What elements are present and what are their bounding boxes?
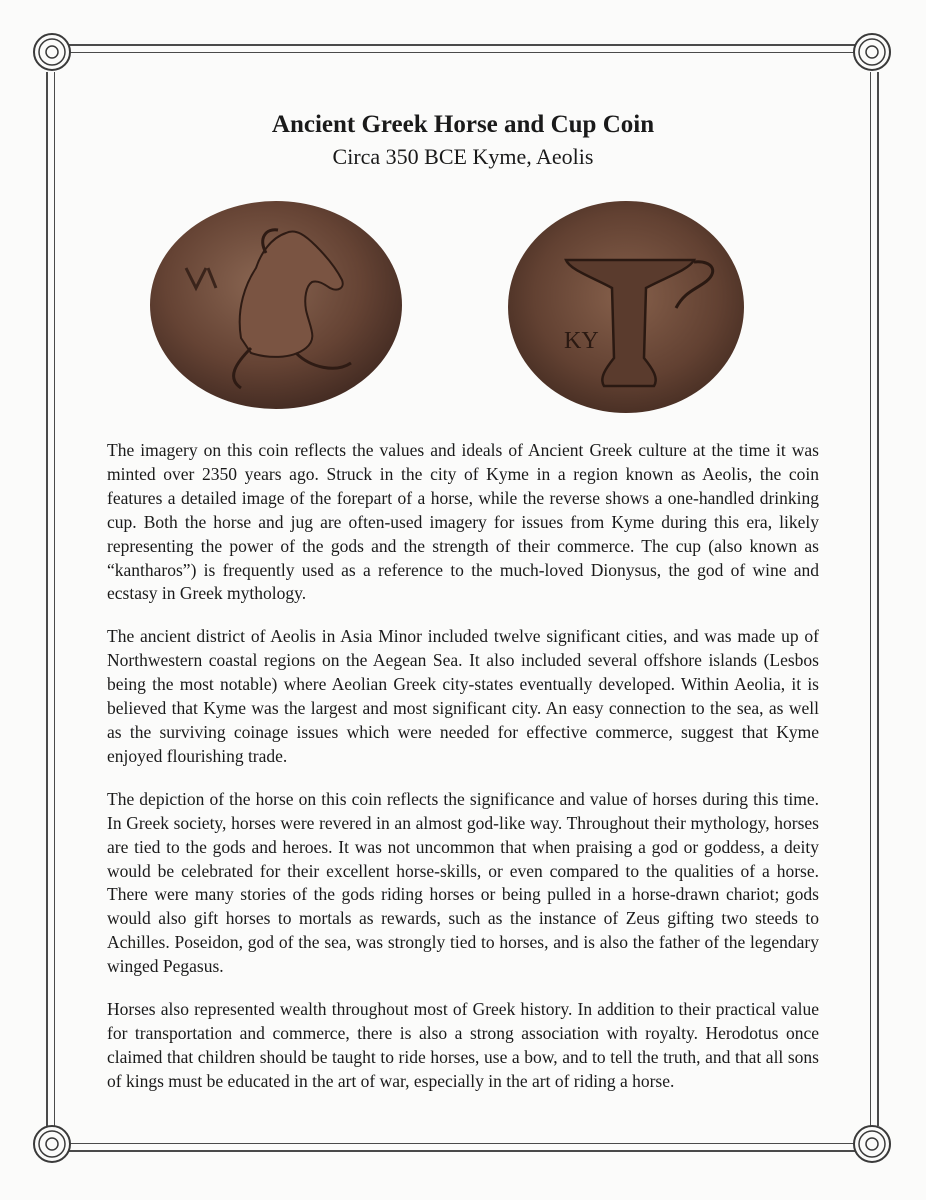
paragraph-4: Horses also represented wealth throughout most of Greek history. In addition to their practical value for transportation and commerce, there is also a strong association with royalty. Herodotus once claimed that children should be taught to ride horses, use a bow, and to tell the truth, and that all sons of kings must be educated in the art of war, especially in the art of riding a horse. <box>107 999 819 1091</box>
frame-bottom-outer <box>68 1150 858 1152</box>
frame-left-inner <box>54 72 55 1126</box>
paragraph-2: The ancient district of Aeolis in Asia Minor included twelve significant cities, and was made up of Northwestern coastal regions on the Aegean Sea. It also included several offshore islands (Lesbos being the most notable) where Aeolian Greek city-states eventually developed. Within Aeolia, it is believed that Kyme was the largest and most significant city. An easy connection to the sea, as well as the surviving coinage issues which were needed for effective commerce, suggest that Kyme enjoyed flourishing trade. <box>107 626 819 766</box>
paragraph-1: The imagery on this coin reflects the values and ideals of Ancient Greek culture at the time it was minted over 2350 years ago. Struck in the city of Kyme in a region known as Aeolis, the coin features a detailed image of the forepart of a horse, while the reverse shows a one-handled drinking cup. Both the horse and jug are often-used imagery for issues from Kyme during this era, likely representing the power of the gods and the strength of their commerce. The cup (also known as “kantharos”) is frequently used as a reference to the much-loved Dionysus, the god of wine and ecstasy in Greek mythology. <box>107 440 819 604</box>
frame-top-outer <box>68 44 858 46</box>
frame-left-outer <box>46 72 48 1126</box>
corner-rosette-top-left-icon <box>32 32 72 72</box>
frame-right-inner <box>870 72 871 1126</box>
paragraph-3: The depiction of the horse on this coin reflects the significance and value of horses during this time. In Greek society, horses were revered in an almost god-like way. Throughout their mythology, horses are tied to the gods and heroes. It was not uncommon that when praising a god or goddess, a deity would be celebrated for their excellent horse-skills, or even compared to the qualities of a horse. There were many stories of the gods riding horses or being pulled in a horse-drawn chariot; gods would also gift horses to mortals as rewards, such as the instance of Zeus gifting two steeds to Achilles. Poseidon, god of the sea, was strongly tied to horses, and is also the father of the legendary winged Pegasus. <box>107 788 819 977</box>
article-body <box>107 439 819 1113</box>
page-title: Ancient Greek Horse and Cup Coin <box>271 111 655 138</box>
coin-obverse-horse-image <box>146 198 406 412</box>
document-header <box>0 108 926 172</box>
corner-rosette-bottom-right-icon <box>852 1124 892 1164</box>
frame-right-outer <box>877 72 879 1126</box>
frame-top-inner <box>68 52 858 53</box>
frame-bottom-inner <box>68 1143 858 1144</box>
page-subtitle: Circa 350 BCE Kyme, Aeolis <box>332 144 594 169</box>
coin-reverse-cup-image <box>504 198 748 416</box>
svg-text:ΚΥ: ΚΥ <box>564 328 599 354</box>
corner-rosette-top-right-icon <box>852 32 892 72</box>
corner-rosette-bottom-left-icon <box>32 1124 72 1164</box>
